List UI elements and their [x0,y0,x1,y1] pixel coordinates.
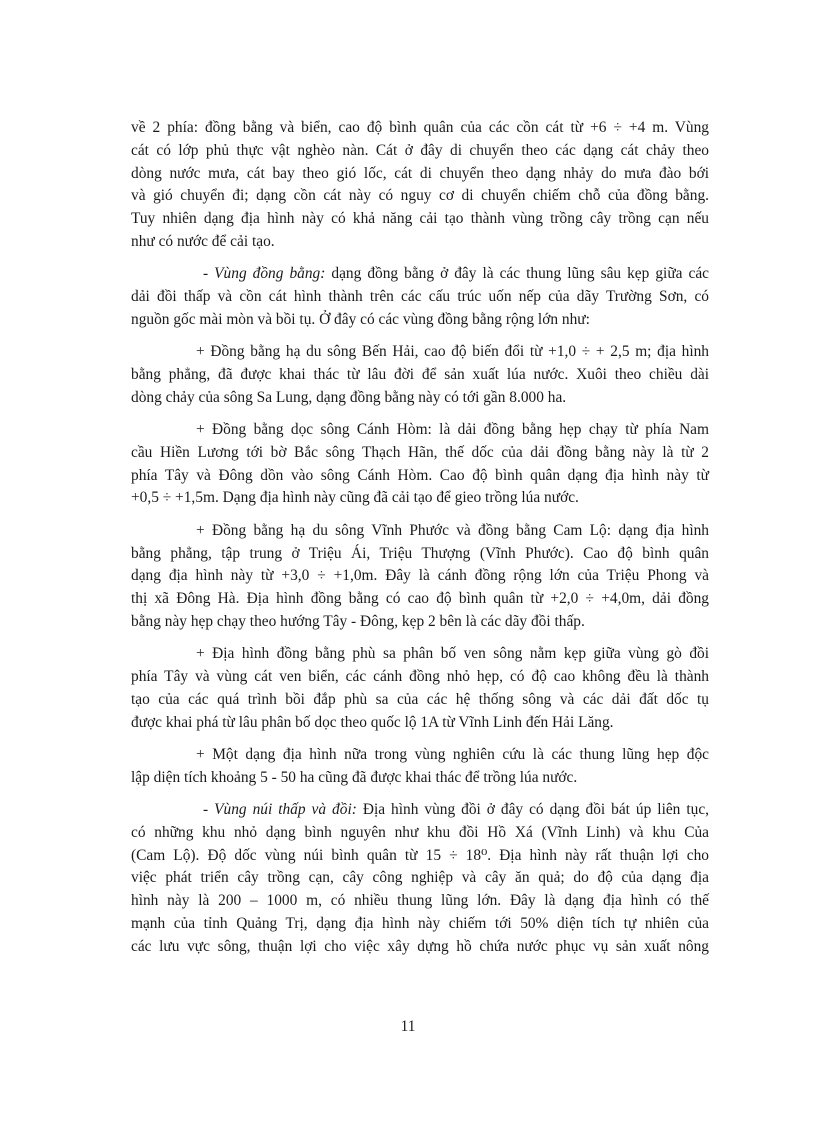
text-line: có những khu nhỏ dạng bình nguyên như khu đồi Hồ Xá (Vĩnh Linh) và khu Của [131,823,709,841]
text-line: về 2 phía: đồng bằng và biển, cao độ bình quân của các cồn cát từ +6 ÷ +4 m. Vùng [131,119,709,136]
paragraph [131,419,709,510]
text-line: cầu Hiền Lương tới bờ Bắc sông Thạch Hãn, thế dốc của dải đồng bằng này là từ 2 [131,443,709,461]
text-line: các lưu vực sông, thuận lợi cho việc xây dựng hồ chứa nước phục vụ sản xuất nông [131,937,709,955]
text-line: mạnh của tỉnh Quảng Trị, dạng địa hình này chiếm tới 50% diện tích tự nhiên của [131,915,709,932]
paragraph [131,744,709,790]
text-line: (Cam Lộ). Độ dốc vùng núi bình quân từ 15 ÷ 18⁰. Địa hình này rất thuận lợi cho [131,846,709,864]
text-line: nguồn gốc mài mòn và bồi tụ. Ở đây có các vùng đồng bằng rộng lớn như: [131,310,590,328]
text-line-rest: dạng đồng bằng ở đây là các thung lũng sâu kẹp giữa các [325,265,710,283]
text-line: + Đồng bằng dọc sông Cánh Hòm: là dải đồng bằng hẹp chạy từ phía Nam [196,421,709,439]
text-line: + Đồng bằng hạ du sông Vĩnh Phước và đồng bằng Cam Lộ: dạng địa hình [196,521,709,539]
page-number: 11 [400,1018,416,1035]
text-line: bằng phẳng, đã được khai thác từ lâu đời để sản xuất lúa nước. Xuôi theo chiều dài [131,365,709,383]
text-line: + Đồng bằng hạ du sông Bến Hải, cao độ biến đổi từ +1,0 ÷ + 2,5 m; địa hình [196,343,709,361]
text-line: dạng địa hình này từ +3,0 ÷ +1,0m. Đây là cánh đồng rộng lớn của Triệu Phong và [131,567,709,585]
paragraph [131,117,709,254]
text-line: tạo của các quá trình bồi đắp phù sa của các hệ thống sông và các dải đất dốc tụ [131,690,709,708]
text-line: việc phát triển cây trồng cạn, cây công nghiệp và cây ăn quả; do độ của dạng địa [131,869,709,887]
text-line: + Địa hình đồng bằng phù sa phân bố ven sông nằm kẹp giữa vùng gò đồi [196,645,709,663]
text-line: + Một dạng địa hình nữa trong vùng nghiên cứu là các thung lũng hẹp độc [196,745,709,763]
paragraph [131,799,709,959]
text-line: dải đồi thấp và cồn cát hình thành trên các cấu trúc uốn nếp của dãy Trường Sơn, có [131,288,709,306]
text-line [131,263,709,286]
paragraph [131,341,709,409]
text-line-rest: Địa hình vùng đồi ở đây có dạng đồi bát úp liên tục, [356,801,709,819]
text-line: dòng chảy của sông Sa Lung, dạng đồng bằng này có tới gần 8.000 ha. [131,388,567,406]
text-line: phía Tây và vùng cát ven biển, các cánh đồng nhỏ hẹp, có độ cao không đều là thành [131,668,709,686]
text-line: +0,5 ÷ +1,5m. Dạng địa hình này cũng đã cải tạo để gieo trồng lúa nước. [131,489,579,507]
text-line: lập diện tích khoảng 5 - 50 ha cũng đã được khai thác để trồng lúa nước. [131,768,578,786]
section-lead: - Vùng đồng bằng: [203,265,326,283]
text-line: bằng phẳng, tập trung ở Triệu Ái, Triệu Thượng (Vĩnh Phước). Cao độ bình quân [131,544,709,562]
text-line: như có nước để cải tạo. [131,232,275,250]
section-lead: - Vùng núi thấp và đồi: [203,801,357,819]
text-line: hình này là 200 – 1000 m, có nhiều thung lũng lớn. Đây là dạng địa hình có thế [131,892,709,910]
text-line: Tuy nhiên dạng địa hình này có khả năng cải tạo thành vùng trồng cây trồng cạn nếu [131,210,709,228]
text-line: phía Tây và Đông dồn vào sông Cánh Hòm. Cao độ bình quân dạng địa hình này từ [131,466,709,484]
text-line [131,799,709,822]
text-line: cát có lớp phủ thực vật nghèo nàn. Cát ở đây di chuyển theo các dạng cát chảy theo [131,141,709,159]
text-line: dòng nước mưa, cát bay theo gió lốc, cát di chuyển theo dạng nhảy do mưa đào bới [131,164,709,182]
text-line: thị xã Đông Hà. Địa hình đồng bằng có cao độ bình quân từ +2,0 ÷ +4,0m, dải đồng [131,590,709,608]
text-line: được khai phá từ lâu phân bố dọc theo quốc lộ 1A từ Vĩnh Linh đến Hải Lăng. [131,713,614,731]
paragraph [131,520,709,634]
paragraph [131,263,709,331]
text-line: và gió chuyển đi; dạng cồn cát này có nguy cơ di chuyển chiếm chỗ của đồng bằng. [131,187,709,205]
document-body [131,117,709,968]
paragraph [131,643,709,734]
text-line: bằng này hẹp chạy theo hướng Tây - Đông, kẹp 2 bên là các dãy đồi thấp. [131,612,585,630]
